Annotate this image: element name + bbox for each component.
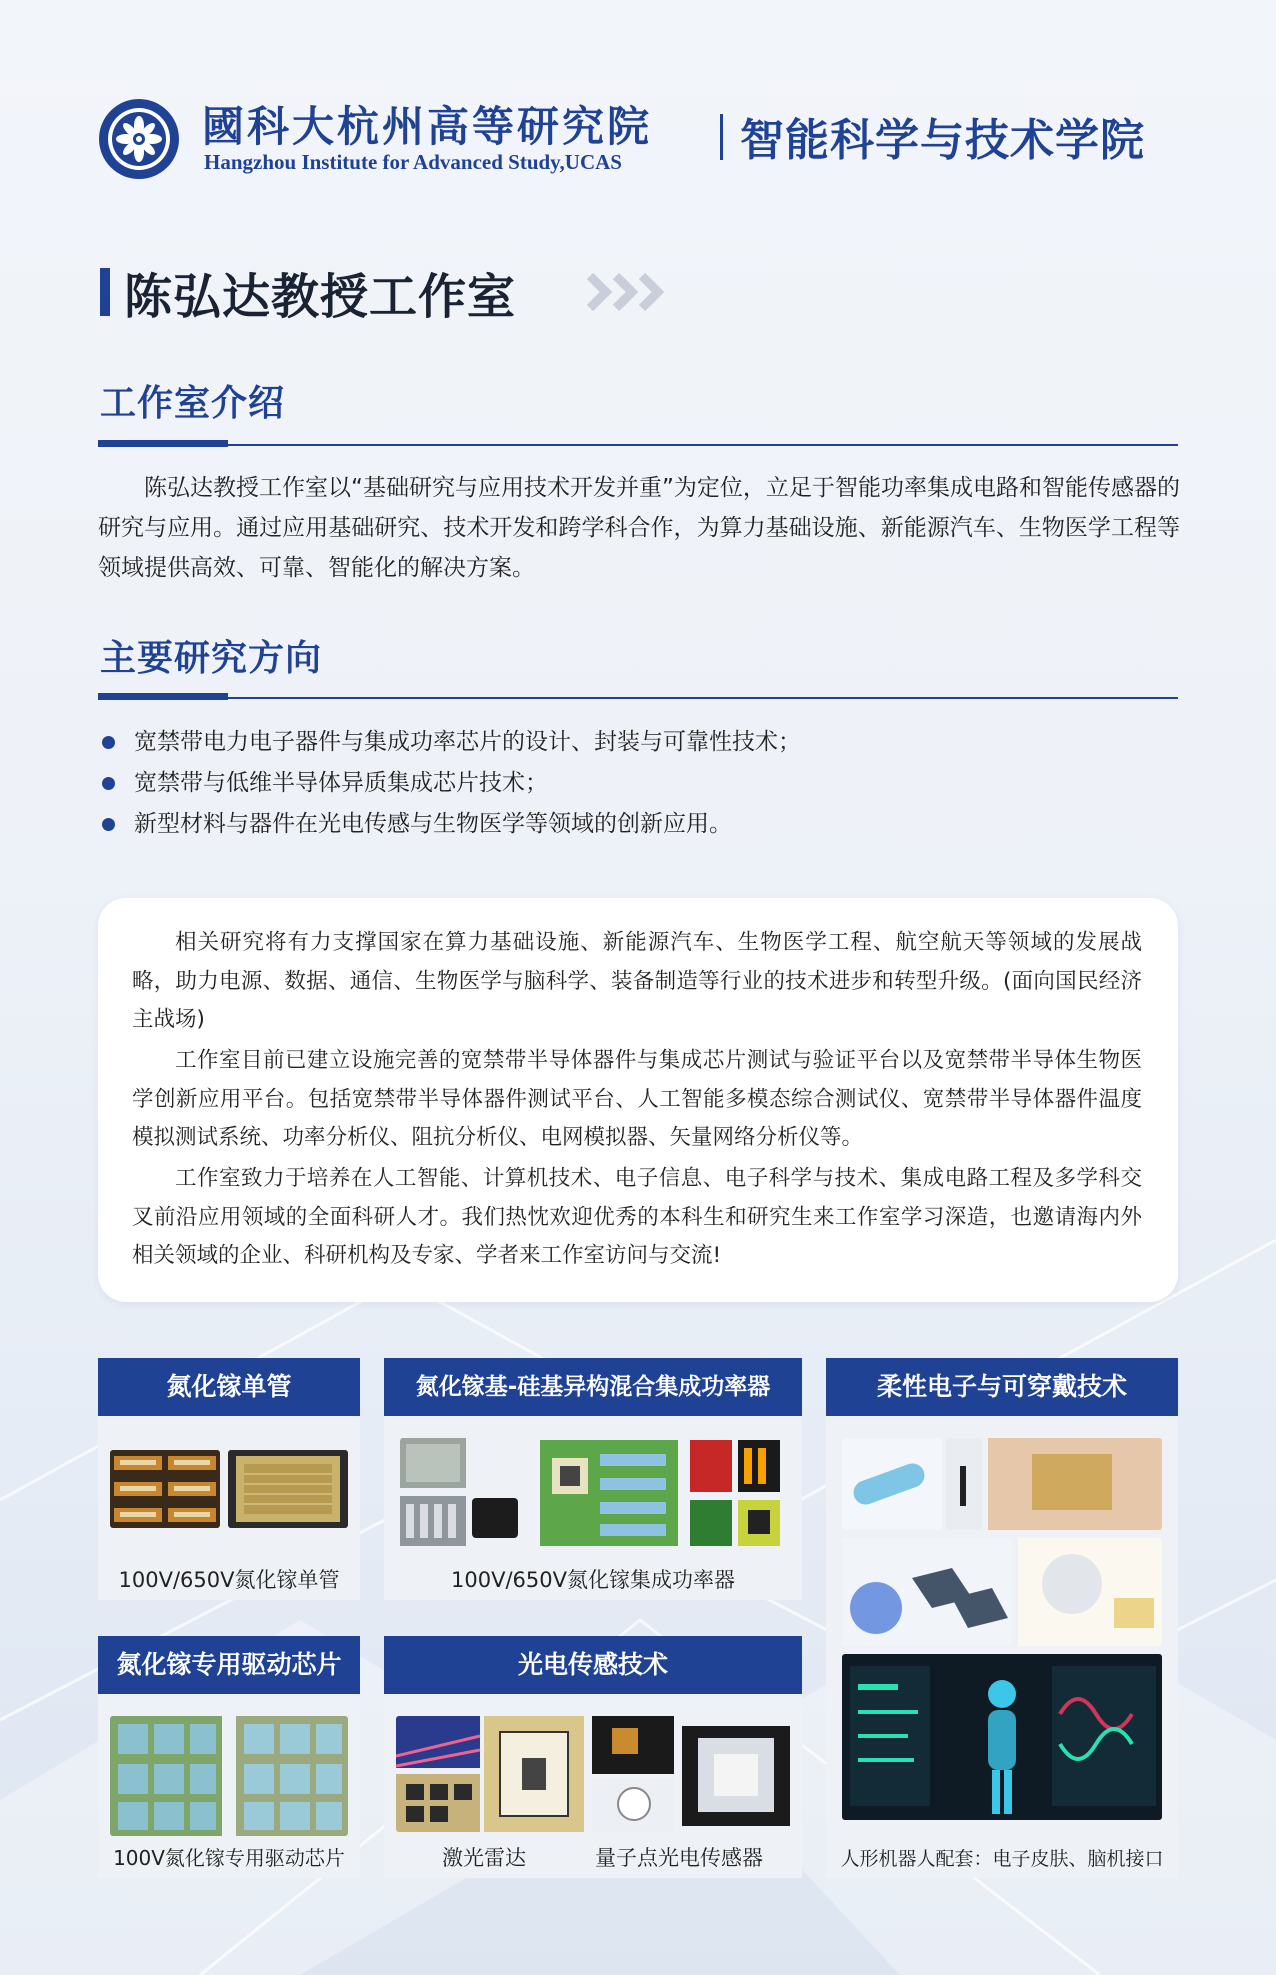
intro-rule (98, 444, 1178, 446)
panel-caption: 100V/650V氮化镓单管 (118, 1568, 340, 1592)
intro-heading: 工作室介绍 (100, 383, 286, 424)
page-title: 陈弘达教授工作室 (124, 269, 517, 325)
panel-caption: 100V氮化镓专用驱动芯片 (113, 1846, 345, 1870)
intro-text: 陈弘达教授工作室以“基础研究与应用技术开发并重”为定位，立足于智能功率集成电路和智能传感器的研究与应用。通过应用基础研究、技术开发和跨学科合作，为算力基础设施、新能源汽车、生物医学工程等领域提供高效、可靠、智能化的解决方案。 (98, 475, 1180, 581)
school-name: 智能科学与技术学院 (740, 115, 1145, 166)
panel-gan-driver (98, 1636, 360, 1878)
bullet-dot-icon (102, 736, 115, 749)
panel-title: 氮化镓专用驱动芯片 (98, 1636, 360, 1694)
ucas-emblem-icon (98, 98, 180, 180)
bullet-dot-icon (102, 777, 115, 790)
research-heading: 主要研究方向 (100, 638, 323, 679)
panel-caption: 100V/650V氮化镓集成功率器 (451, 1568, 735, 1592)
title-accent-bar (100, 268, 110, 316)
photo-sensing-images (396, 1716, 790, 1832)
panel-photo-sensing (384, 1636, 802, 1878)
panel-flexible-electronics (826, 1358, 1178, 1878)
integrated-power-device-images (400, 1438, 782, 1550)
wearable-diagram-images (842, 1538, 1162, 1646)
card-paragraph-3: 工作室致力于培养在人工智能、计算机技术、电子信息、电子科学与技术、集成电路工程及多学科交叉前沿应用领域的全面科研人才。我们热忱欢迎优秀的本科生和研究生来工作室学习深造，也邀请海内外相关领域的企业、科研机构及专家、学者来工作室访问与交流! (132, 1166, 1142, 1268)
research-rule (98, 697, 1178, 699)
panel-gan-single (98, 1358, 360, 1600)
panel-title: 柔性电子与可穿戴技术 (826, 1358, 1178, 1416)
header-divider (720, 114, 723, 160)
card-paragraph-2: 工作室目前已建立设施完善的宽禁带半导体器件与集成芯片测试与验证平台以及宽禁带半导体生物医学创新应用平台。包括宽禁带半导体器件测试平台、人工智能多模态综合测试仪、宽禁带半导体器件温度模拟测试系统、功率分析仪、阻抗分析仪、电网模拟器、矢量网络分析仪等。 (132, 1048, 1142, 1150)
flexible-sensor-images (842, 1438, 1162, 1530)
panel-gan-integrated (384, 1358, 802, 1600)
gan-die-image (228, 1450, 348, 1528)
driver-chip-layout-images (110, 1716, 348, 1836)
panel-title: 氮化镓单管 (98, 1358, 360, 1416)
institute-chinese-name: 國科大杭州高等研究院 (202, 102, 653, 151)
research-list (98, 722, 1180, 845)
list-item: 宽禁带电力电子器件与集成功率芯片的设计、封装与可靠性技术； (98, 722, 1180, 763)
panel-title: 光电传感技术 (384, 1636, 802, 1694)
intro-rule-accent (98, 440, 228, 447)
bullet-dot-icon (102, 818, 115, 831)
info-card (98, 898, 1178, 1302)
institute-english-name: Hangzhou Institute for Advanced Study,UCAS (204, 150, 622, 174)
gan-transistor-array-image (110, 1450, 220, 1528)
humanoid-robot-interface-image (842, 1654, 1162, 1820)
list-item: 宽禁带与低维半导体异质集成芯片技术； (98, 763, 1180, 804)
triple-chevron-icon (584, 270, 670, 314)
research-rule-accent (98, 693, 228, 700)
list-item: 新型材料与器件在光电传感与生物医学等领域的创新应用。 (98, 804, 1180, 845)
card-paragraph-1: 相关研究将有力支撑国家在算力基础设施、新能源汽车、生物医学工程、航空航天等领域的发展战略，助力电源、数据、通信、生物医学与脑科学、装备制造等行业的技术进步和转型升级。(面向国民经济主战场) (132, 930, 1142, 1032)
panel-caption: 人形机器人配套：电子皮肤、脑机接口 (840, 1848, 1164, 1870)
panel-title: 氮化镓基-硅基异构混合集成功率器 (384, 1358, 802, 1416)
institution-header (98, 92, 1198, 182)
panel-caption-quantum-dot: 量子点光电传感器 (595, 1846, 763, 1870)
panel-caption-lidar: 激光雷达 (442, 1846, 526, 1870)
